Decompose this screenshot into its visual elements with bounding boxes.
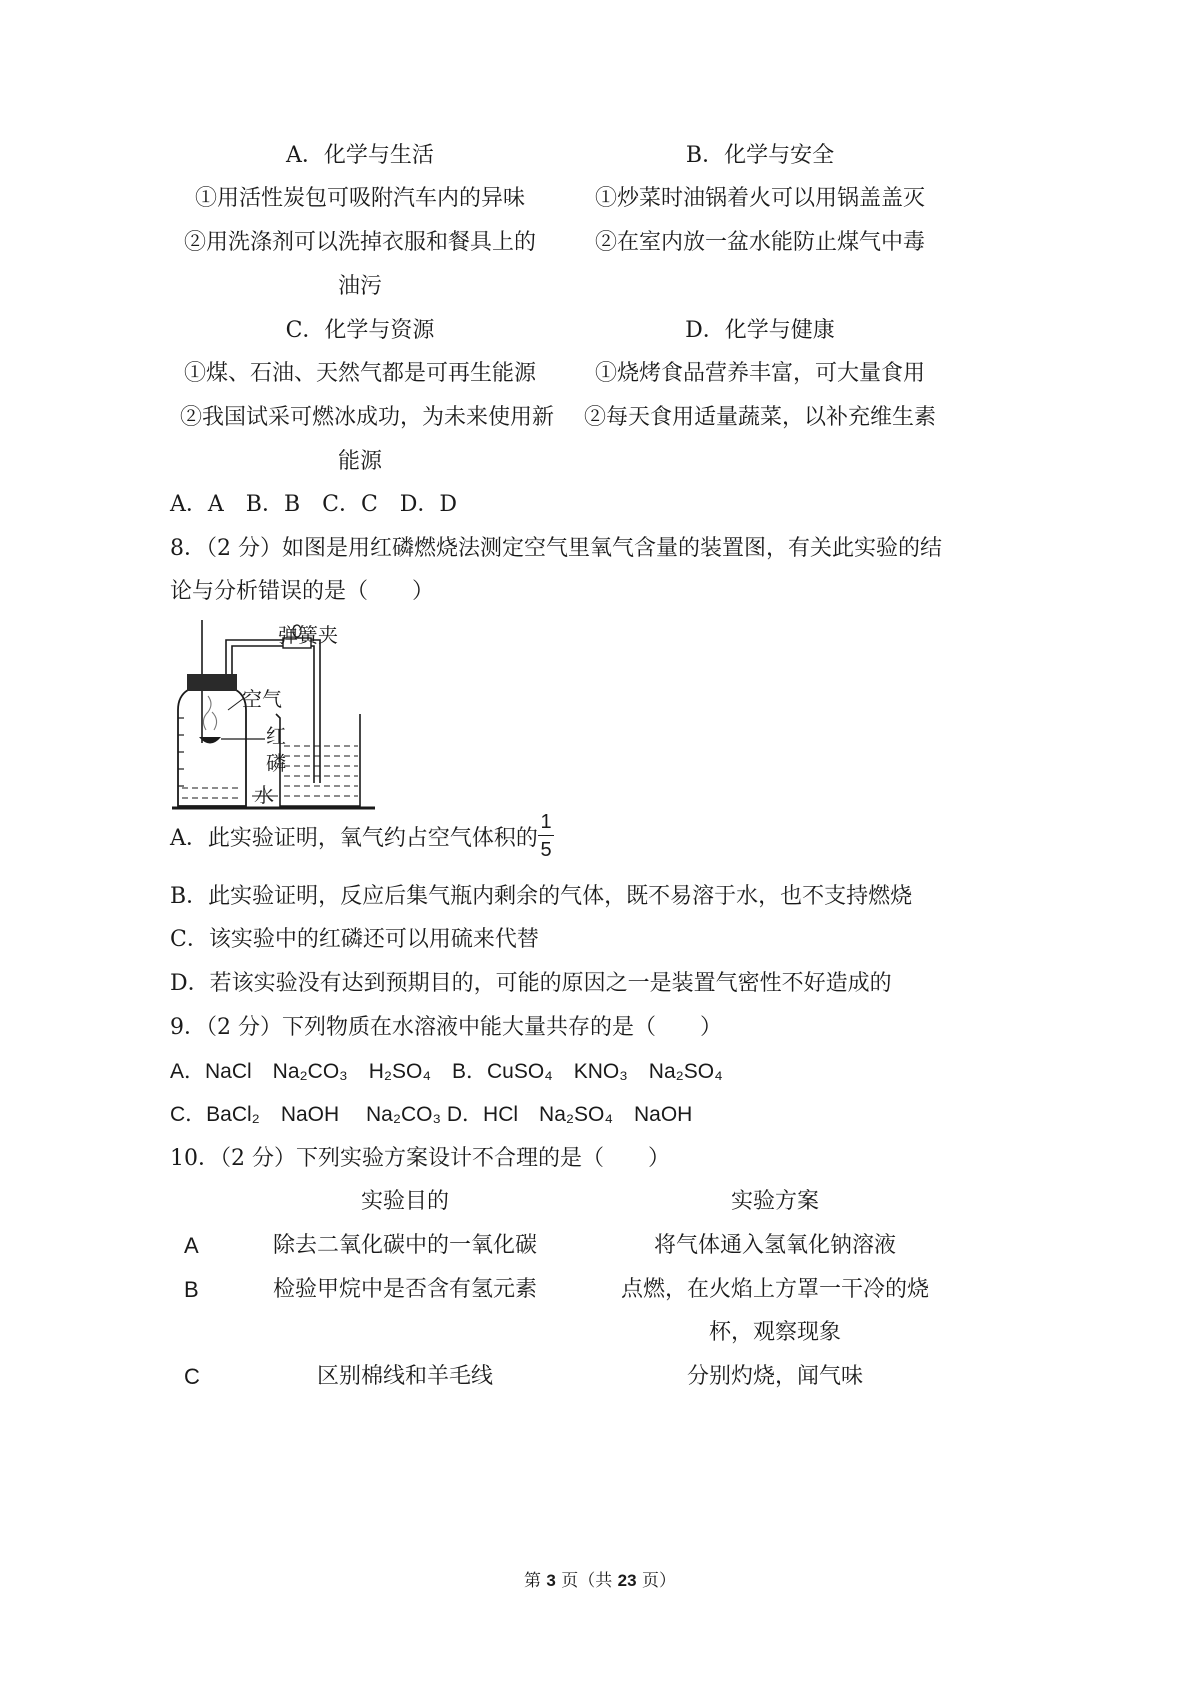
q8-stem-line2: 论与分析错误的是（ ） xyxy=(170,579,435,604)
q10-row-b-plan-cont: 杯，观察现象 xyxy=(708,1320,841,1345)
q10-row-a-label: A xyxy=(184,1233,199,1258)
q9-options-line2: C．BaCl₂ NaOH Na₂CO₃ D．HCl Na₂SO₄ NaOH xyxy=(170,1103,693,1126)
q10-header-purpose: 实验目的 xyxy=(360,1189,449,1214)
figure-label-clamp: 弹簧夹 xyxy=(278,623,338,647)
figure-label-water: 水 xyxy=(254,783,274,807)
q8-option-a: A．此实验证明，氧气约占空气体积的 xyxy=(170,826,538,851)
q9-stem: 9．（2 分）下列物质在水溶液中能大量共存的是（ ） xyxy=(170,1015,722,1040)
figure-label-phosphorus: 磷 xyxy=(266,751,286,775)
q8-apparatus-figure xyxy=(170,618,380,813)
table7-d-item1: ①烧烤食品营养丰富，可大量食用 xyxy=(594,361,925,386)
q8-option-d: D．若该实验没有达到预期目的，可能的原因之一是装置气密性不好造成的 xyxy=(170,971,892,996)
q10-row-a-purpose: 除去二氧化碳中的一氧化碳 xyxy=(272,1233,537,1258)
q10-row-b-plan: 点燃，在火焰上方罩一干冷的烧 xyxy=(620,1277,929,1302)
fraction-denominator: 5 xyxy=(540,839,552,861)
page-total: 23 xyxy=(617,1571,637,1590)
q8-option-c: C．该实验中的红磷还可以用硫来代替 xyxy=(170,927,539,952)
table7-a-item2-cont: 油污 xyxy=(337,274,382,299)
table7-c-item2-cont: 能源 xyxy=(337,449,382,474)
table7-d-title: D．化学与健康 xyxy=(685,318,835,343)
table7-b-title: B．化学与安全 xyxy=(685,143,835,168)
q10-row-b-label: B xyxy=(184,1277,199,1302)
table7-c-item2: ②我国试采可燃冰成功，为未来使用新 xyxy=(180,405,555,430)
q7-options: A．A B．B C．C D．D xyxy=(170,492,458,517)
q10-row-c-plan: 分别灼烧，闻气味 xyxy=(686,1364,863,1389)
figure-label-air: 空气 xyxy=(242,687,282,711)
table7-c-title: C．化学与资源 xyxy=(285,318,435,343)
figure-label-red: 红 xyxy=(266,724,286,748)
q10-stem: 10．（2 分）下列实验方案设计不合理的是（ ） xyxy=(170,1146,670,1171)
page-number: 3 xyxy=(546,1571,556,1590)
q10-row-a-plan: 将气体通入氢氧化钠溶液 xyxy=(653,1233,896,1258)
q10-row-c-purpose: 区别棉线和羊毛线 xyxy=(316,1364,493,1389)
table7-a-title: A．化学与生活 xyxy=(286,143,434,168)
q8-stem-line1: 8．（2 分）如图是用红磷燃烧法测定空气里氧气含量的装置图，有关此实验的结 xyxy=(170,536,942,561)
q9-options-line1: A．NaCl Na₂CO₃ H₂SO₄ B．CuSO₄ KNO₃ Na₂SO₄ xyxy=(170,1060,723,1083)
q10-row-b-purpose: 检验甲烷中是否含有氢元素 xyxy=(272,1277,537,1302)
fraction-bar xyxy=(538,835,554,836)
table7-d-item2: ②每天食用适量蔬菜，以补充维生素 xyxy=(583,405,936,430)
page-footer: 第 3 页（共 23 页） xyxy=(523,1571,676,1591)
q10-header-plan: 实验方案 xyxy=(730,1189,819,1214)
fraction-numerator: 1 xyxy=(540,811,552,833)
table7-b-item2: ②在室内放一盆水能防止煤气中毒 xyxy=(594,230,925,255)
table7-a-item2: ②用洗涤剂可以洗掉衣服和餐具上的 xyxy=(183,230,536,255)
table7-b-item1: ①炒菜时油锅着火可以用锅盖盖灭 xyxy=(594,186,925,211)
table7-a-item1: ①用活性炭包可吸附汽车内的异味 xyxy=(194,186,525,211)
table7-c-item1: ①煤、石油、天然气都是可再生能源 xyxy=(183,361,536,386)
q8-option-b: B．此实验证明，反应后集气瓶内剩余的气体，既不易溶于水，也不支持燃烧 xyxy=(170,884,913,909)
q10-row-c-label: C xyxy=(184,1364,200,1389)
